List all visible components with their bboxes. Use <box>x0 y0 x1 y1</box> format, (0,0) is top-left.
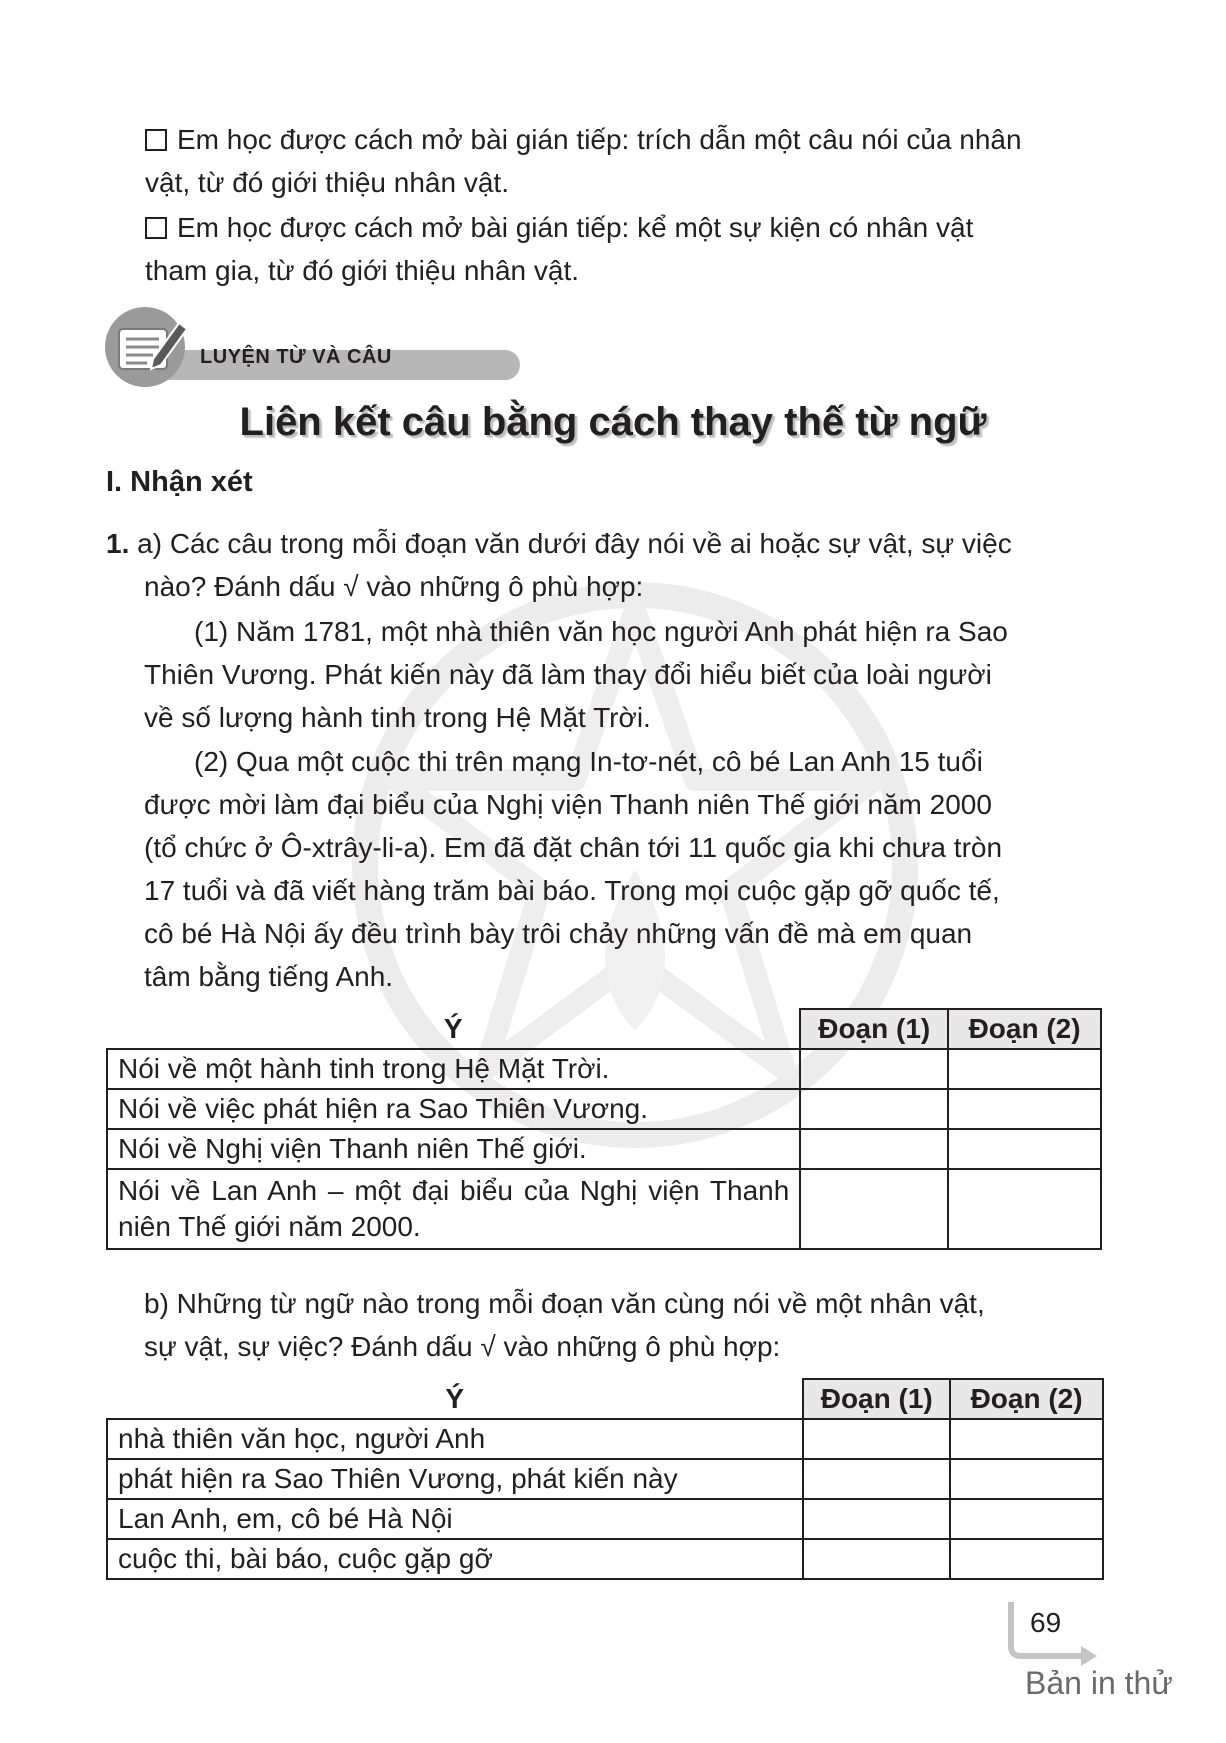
checkbox-item-2 <box>145 206 1101 292</box>
table-row <box>107 1089 1101 1129</box>
table-row <box>107 1049 1101 1089</box>
passage-2-line-2: được mời làm đại biểu của Nghị viện Thanh niên Thế giới năm 2000 <box>144 789 992 820</box>
checkbox-item-2-line-2: tham gia, từ đó giới thiệu nhân vật. <box>145 255 580 286</box>
checkbox-2[interactable] <box>145 217 167 239</box>
question-1a-line-2: nào? Đánh dấu √ vào những ô phù hợp: <box>144 571 644 602</box>
question-number: 1. <box>106 528 130 559</box>
question-1b-prompt <box>144 1282 1101 1368</box>
passage-2-line-1: (2) Qua một cuộc thi trên mạng In-tơ-nét, cô bé Lan Anh 15 tuổi <box>194 746 983 777</box>
table-b-row-2-words: phát hiện ra Sao Thiên Vương, phát kiến này <box>107 1459 803 1499</box>
table-b-row-3-doan-1-cell[interactable] <box>803 1499 950 1539</box>
table-b-header-row <box>107 1379 1103 1419</box>
checkbox-item-1-line-2: vật, từ đó giới thiệu nhân vật. <box>145 167 509 198</box>
table-a-header-row <box>107 1009 1101 1049</box>
table-a-row-2-doan-1-cell[interactable] <box>800 1089 948 1129</box>
question-1b-line-1: b) Những từ ngữ nào trong mỗi đoạn văn cùng nói về một nhân vật, <box>144 1288 985 1319</box>
table-b <box>106 1378 1104 1580</box>
table-b-row-1-words: nhà thiên văn học, người Anh <box>107 1419 803 1459</box>
table-b-row-2-doan-2-cell[interactable] <box>950 1459 1103 1499</box>
table-b-row-4-words: cuộc thi, bài báo, cuộc gặp gỡ <box>107 1539 803 1579</box>
checkbox-1[interactable] <box>145 129 167 151</box>
table-a-row-1-doan-1-cell[interactable] <box>800 1049 948 1089</box>
part-heading: I. Nhận xét <box>106 466 253 498</box>
table-a-row-1-idea: Nói về một hành tinh trong Hệ Mặt Trời. <box>107 1049 800 1089</box>
table-b-row-3-words: Lan Anh, em, cô bé Hà Nội <box>107 1499 803 1539</box>
passage-2-line-6: tâm bằng tiếng Anh. <box>144 961 394 992</box>
table-a-row-3-doan-2-cell[interactable] <box>948 1129 1101 1169</box>
table-a-row-1-doan-2-cell[interactable] <box>948 1049 1101 1089</box>
checkbox-item-1-line-1: Em học được cách mở bài gián tiếp: trích dẫn một câu nói của nhân <box>177 124 1022 155</box>
question-1a-line-1: a) Các câu trong mỗi đoạn văn dưới đây nói về ai hoặc sự vật, sự việc <box>137 528 1012 559</box>
question-1a-prompt <box>106 522 1101 608</box>
section-label: LUYỆN TỪ VÀ CÂU <box>200 346 392 368</box>
table-b-row-3-doan-2-cell[interactable] <box>950 1499 1103 1539</box>
table-a-row-2-idea: Nói về việc phát hiện ra Sao Thiên Vương. <box>107 1089 800 1129</box>
table-a-row-3-idea: Nói về Nghị viện Thanh niên Thế giới. <box>107 1129 800 1169</box>
passage-1-line-2: Thiên Vương. Phát kiến này đã làm thay đổi hiểu biết của loài người <box>144 659 992 690</box>
table-b-row-4-doan-1-cell[interactable] <box>803 1539 950 1579</box>
passage-2-line-4: 17 tuổi và đã viết hàng trăm bài báo. Trong mọi cuộc gặp gỡ quốc tế, <box>144 875 1000 906</box>
checkbox-item-2-line-1: Em học được cách mở bài gián tiếp: kể một sự kiện có nhân vật <box>177 212 974 243</box>
passage-1-line-1: (1) Năm 1781, một nhà thiên văn học người Anh phát hiện ra Sao <box>194 616 1008 647</box>
table-b-header-idea: Ý <box>107 1379 803 1419</box>
table-a-row-4-doan-1-cell[interactable] <box>800 1169 948 1249</box>
table-a-row-4-doan-2-cell[interactable] <box>948 1169 1101 1249</box>
table-row <box>107 1499 1103 1539</box>
passage-2 <box>144 740 1101 998</box>
table-row <box>107 1129 1101 1169</box>
question-1b-line-2: sự vật, sự việc? Đánh dấu √ vào những ô phù hợp: <box>144 1331 781 1362</box>
table-row <box>107 1459 1103 1499</box>
table-a-row-2-doan-2-cell[interactable] <box>948 1089 1101 1129</box>
table-row <box>107 1419 1103 1459</box>
table-b-row-2-doan-1-cell[interactable] <box>803 1459 950 1499</box>
table-a-header-idea: Ý <box>107 1009 800 1049</box>
page-number: 69 <box>1030 1607 1062 1638</box>
table-a-header-doan-2: Đoạn (2) <box>948 1009 1101 1049</box>
passage-1 <box>144 610 1101 739</box>
checkbox-item-1 <box>145 118 1101 204</box>
table-a <box>106 1008 1102 1250</box>
passage-1-line-3: về số lượng hành tinh trong Hệ Mặt Trời. <box>144 702 651 733</box>
table-a-row-3-doan-1-cell[interactable] <box>800 1129 948 1169</box>
table-row <box>107 1169 1101 1249</box>
section-badge <box>105 305 425 385</box>
proof-label: Bản in thử <box>1025 1665 1173 1701</box>
lesson-title: Liên kết câu bằng cách thay thế từ ngữ <box>239 400 987 444</box>
table-b-row-1-doan-1-cell[interactable] <box>803 1419 950 1459</box>
table-b-row-4-doan-2-cell[interactable] <box>950 1539 1103 1579</box>
table-row <box>107 1539 1103 1579</box>
passage-2-line-5: cô bé Hà Nội ấy đều trình bày trôi chảy những vấn đề mà em quan <box>144 918 973 949</box>
table-a-header-doan-1: Đoạn (1) <box>800 1009 948 1049</box>
notebook-pencil-icon <box>113 315 193 381</box>
passage-2-line-3: (tổ chức ở Ô-xtrây-li-a). Em đã đặt chân tới 11 quốc gia khi chưa tròn <box>144 832 1003 863</box>
table-b-header-doan-1: Đoạn (1) <box>803 1379 950 1419</box>
table-b-header-doan-2: Đoạn (2) <box>950 1379 1103 1419</box>
table-a-row-4-idea: Nói về Lan Anh – một đại biểu của Nghị viện Thanh niên Thế giới năm 2000. <box>107 1169 800 1249</box>
table-b-row-1-doan-2-cell[interactable] <box>950 1419 1103 1459</box>
